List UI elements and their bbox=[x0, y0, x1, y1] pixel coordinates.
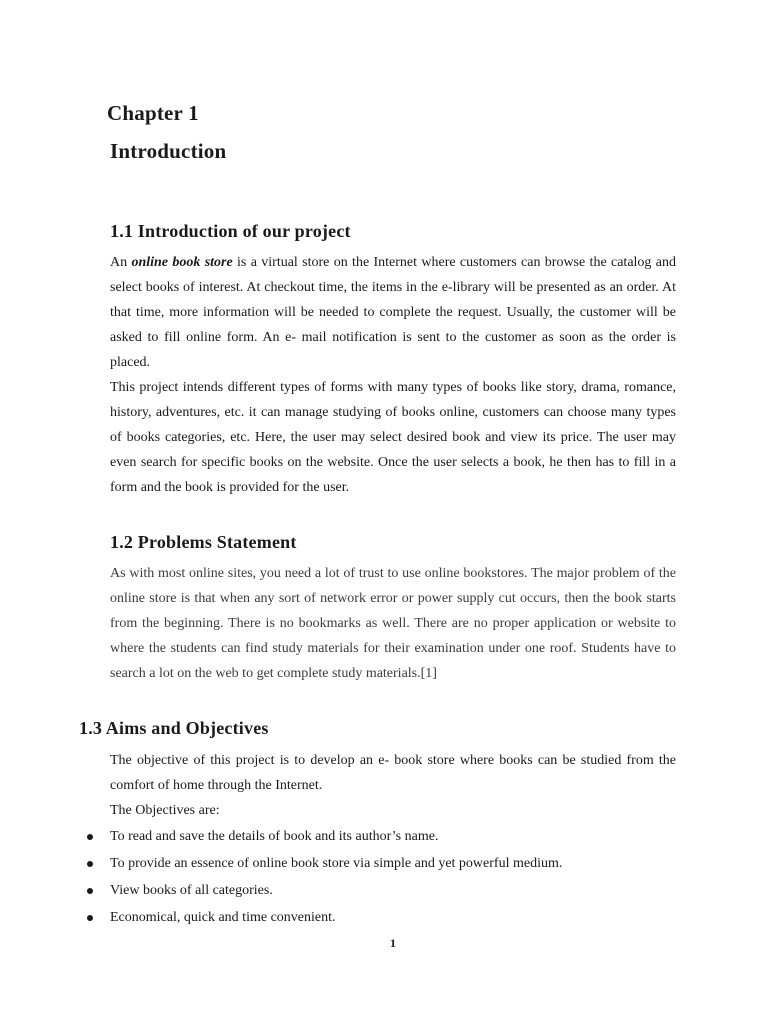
paragraph-lead-text: An bbox=[110, 255, 132, 270]
list-item-text: View books of all categories. bbox=[110, 883, 273, 898]
section-1-3-paragraph: The objective of this project is to develop an e- book store where books can be studied from the comfort of home through the Internet. bbox=[110, 753, 676, 793]
chapter-label: Chapter 1 bbox=[107, 101, 199, 125]
section-heading-1-1: 1.1 Introduction of our project bbox=[110, 221, 351, 241]
list-item bbox=[79, 823, 562, 850]
objectives-label: The Objectives are: bbox=[110, 803, 220, 818]
page-number: 1 bbox=[390, 936, 396, 950]
list-item bbox=[79, 904, 562, 931]
emphasis-online-book-store: online book store bbox=[131, 255, 233, 270]
objectives-list bbox=[79, 823, 562, 931]
section-heading-1-3: 1.3 Aims and Objectives bbox=[79, 718, 269, 738]
bullet-icon bbox=[87, 834, 93, 840]
paragraph-rest-text: is a virtual store on the Internet where customers can browse the catalog and select books of interest. At checkout time, the items in the e-library will be presented as an order. At that time, more information will be needed to complete the request. Usually, the customer will be asked to fill online form. An e- mail notification is sent to the customer as soon as the order is placed. bbox=[110, 255, 676, 370]
list-item bbox=[79, 877, 562, 904]
list-item-text: Economical, quick and time convenient. bbox=[110, 910, 336, 925]
section-heading-1-2: 1.2 Problems Statement bbox=[110, 532, 297, 552]
section-1-1-paragraph-1 bbox=[110, 250, 676, 375]
list-item bbox=[79, 850, 562, 877]
section-1-2-paragraph: As with most online sites, you need a lot of trust to use online bookstores. The major problem of the online store is that when any sort of network error or power supply cut occurs, then the book starts from the beginning. There is no bookmarks as well. There are no proper application or website to where the students can find study materials for their examination under one roof. Students have to search a lot on the web to get complete study materials.[1] bbox=[110, 566, 676, 681]
list-item-text: To read and save the details of book and its author’s name. bbox=[110, 829, 439, 844]
section-1-1-paragraph-2: This project intends different types of forms with many types of books like story, drama, romance, history, adventures, etc. it can manage studying of books online, customers can choose many types of books categories, etc. Here, the user may select desired book and view its price. The user may even search for specific books on the website. Once the user selects a book, he then has to fill in a form and the book is provided for the user. bbox=[110, 380, 676, 495]
bullet-icon bbox=[87, 861, 93, 867]
bullet-icon bbox=[87, 888, 93, 894]
bullet-icon bbox=[87, 915, 93, 921]
chapter-title: Introduction bbox=[110, 139, 227, 163]
list-item-text: To provide an essence of online book store via simple and yet powerful medium. bbox=[110, 856, 563, 871]
